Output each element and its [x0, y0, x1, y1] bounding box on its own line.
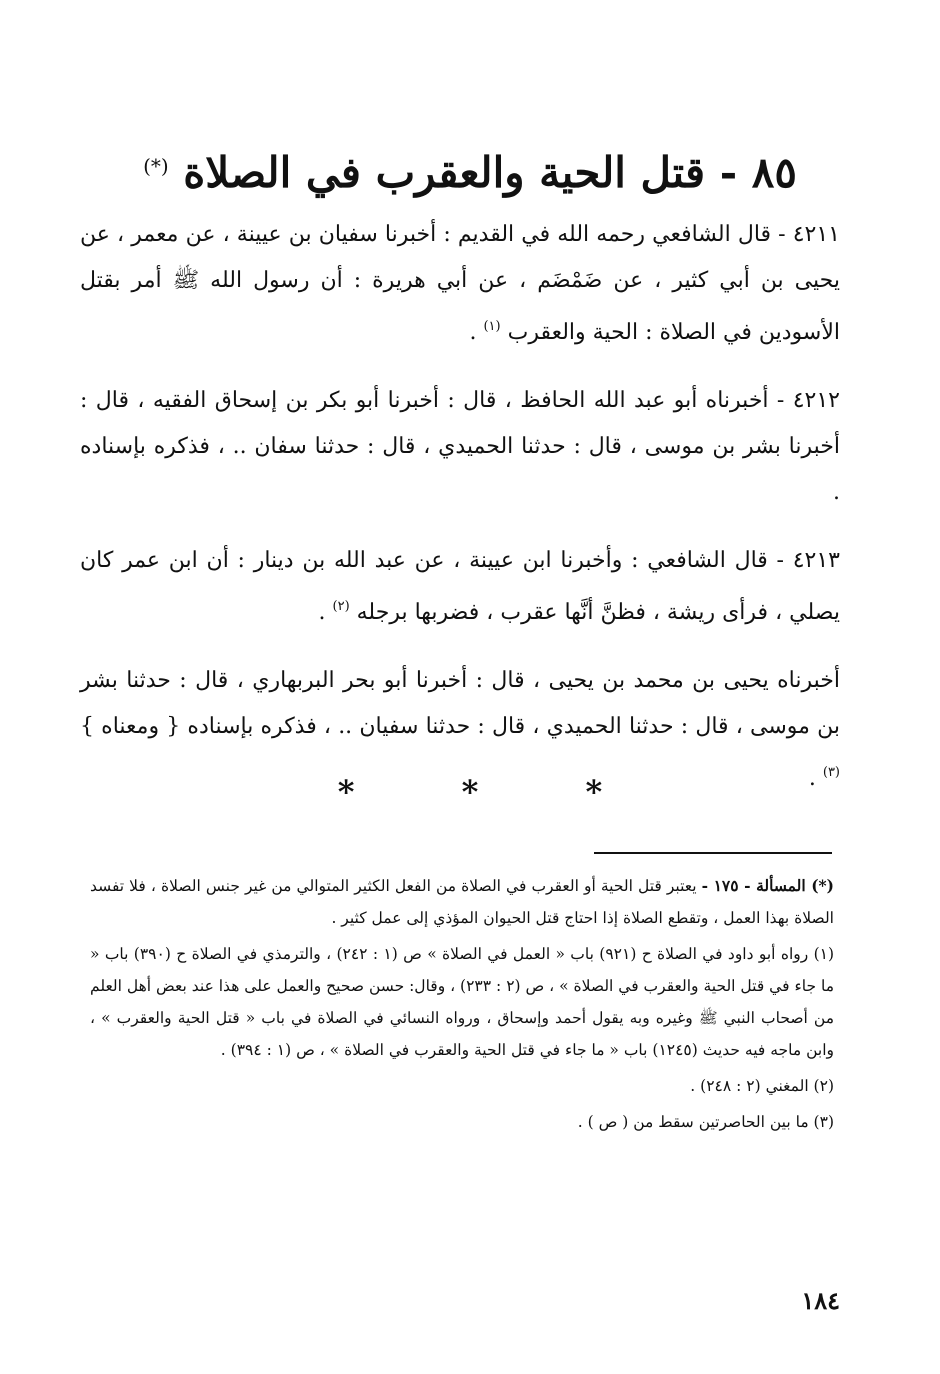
chapter-title-text: ٨٥ - قتل الحية والعقرب في الصلاة [183, 148, 797, 197]
hadith-paragraph [80, 538, 840, 636]
footnote [90, 938, 834, 1066]
section-separator [0, 772, 940, 812]
footnote-ref: (١) [483, 319, 501, 334]
hadith-paragraph [80, 378, 840, 516]
paragraph-end: . [808, 766, 823, 791]
asterisk-ornament: * [461, 773, 479, 811]
footnote-ref: (٢) [332, 599, 350, 614]
hadith-paragraph [80, 212, 840, 356]
footnote-text: (٣) ما بين الحاصرتين سقط من ( ص ) . [577, 1113, 834, 1131]
chapter-title [90, 138, 850, 201]
paragraph-text: ٤٢١٢ - أخبرناه أبو عبد الله الحافظ ، قال : أخبرنا أبو بكر بن إسحاق الفقيه ، قال : أخبرنا بشر بن موسى ، قال : حدثنا الحميدي ، قال : حدثنا سفان .. ، فذكره بإسناده . [80, 388, 840, 505]
paragraph-text: ٤٢١١ - قال الشافعي رحمه الله في القديم : أخبرنا سفيان بن عيينة ، عن معمر ، عن يحيى بن أبي كثير ، عن ضَمْضَم ، عن أبي هريرة : أن رسول الله ﷺ أمر بقتل الأسودين في الصلاة : الحية والعقرب [80, 222, 840, 345]
footnote [90, 1106, 834, 1138]
footnote-divider [594, 852, 832, 854]
footnote-text: يعتبر قتل الحية أو العقرب في الصلاة من الفعل الكثير المتوالي من غير جنس الصلاة ، فلا تفسد الصلاة بهذا العمل ، وتقطع الصلاة إذا احتاج قتل الحيوان المؤذي إلى عمل كثير . [90, 877, 834, 927]
page-number: ١٨٤ [801, 1286, 840, 1315]
footnote [90, 1070, 834, 1102]
footnote [90, 870, 834, 934]
asterisk-ornament: * [337, 773, 355, 811]
footnotes [90, 870, 834, 1142]
chapter-title-marker: (*) [143, 154, 169, 178]
paragraph-text: ٤٢١٣ - قال الشافعي : وأخبرنا ابن عيينة ، عن عبد الله بن دينار : أن ابن عمر كان يصلي ، فرأى ريشة ، فظنَّ أنَّها عقرب ، فضربها برجله [80, 548, 840, 625]
paragraph-end: . [318, 600, 333, 625]
paragraph-end: . [469, 320, 484, 345]
footnote-label: (*) المسألة - ١٧٥ - [701, 876, 834, 895]
footnote-text: (٢) المغني (٢ : ٢٤٨) . [690, 1077, 834, 1095]
footnote-ref: (٣) [822, 765, 840, 780]
paragraph-text: أخبرناه يحيى بن محمد بن يحيى ، قال : أخبرنا أبو بحر البربهاري ، قال : حدثنا بشر بن موسى ، قال : حدثنا الحميدي ، قال : حدثنا سفيان .. ، فذكره بإسناده { ومعناه } [80, 668, 840, 739]
asterisk-ornament: * [585, 773, 603, 811]
footnote-text: (١) رواه أبو داود في الصلاة ح (٩٢١) باب « العمل في الصلاة » ص (١ : ٢٤٢) ، والترمذي في الصلاة ح (٣٩٠) باب « ما جاء في قتل الحية والعقرب في الصلاة » ، ص (٢ : ٢٣٣) ، وقال: حسن صحيح والعمل على هذا عند بعض أهل العلم من أصحاب النبي ﷺ وغيره وبه يقول أحمد وإسحاق ، ورواه النسائي في الصلاة في باب « قتل الحية والعقرب » ، وابن ماجه فيه حديث (١٢٤٥) باب « ما جاء في قتل الحية والعقرب في الصلاة » ، ص (١ : ٣٩٤) . [90, 945, 835, 1059]
main-text [80, 212, 840, 824]
